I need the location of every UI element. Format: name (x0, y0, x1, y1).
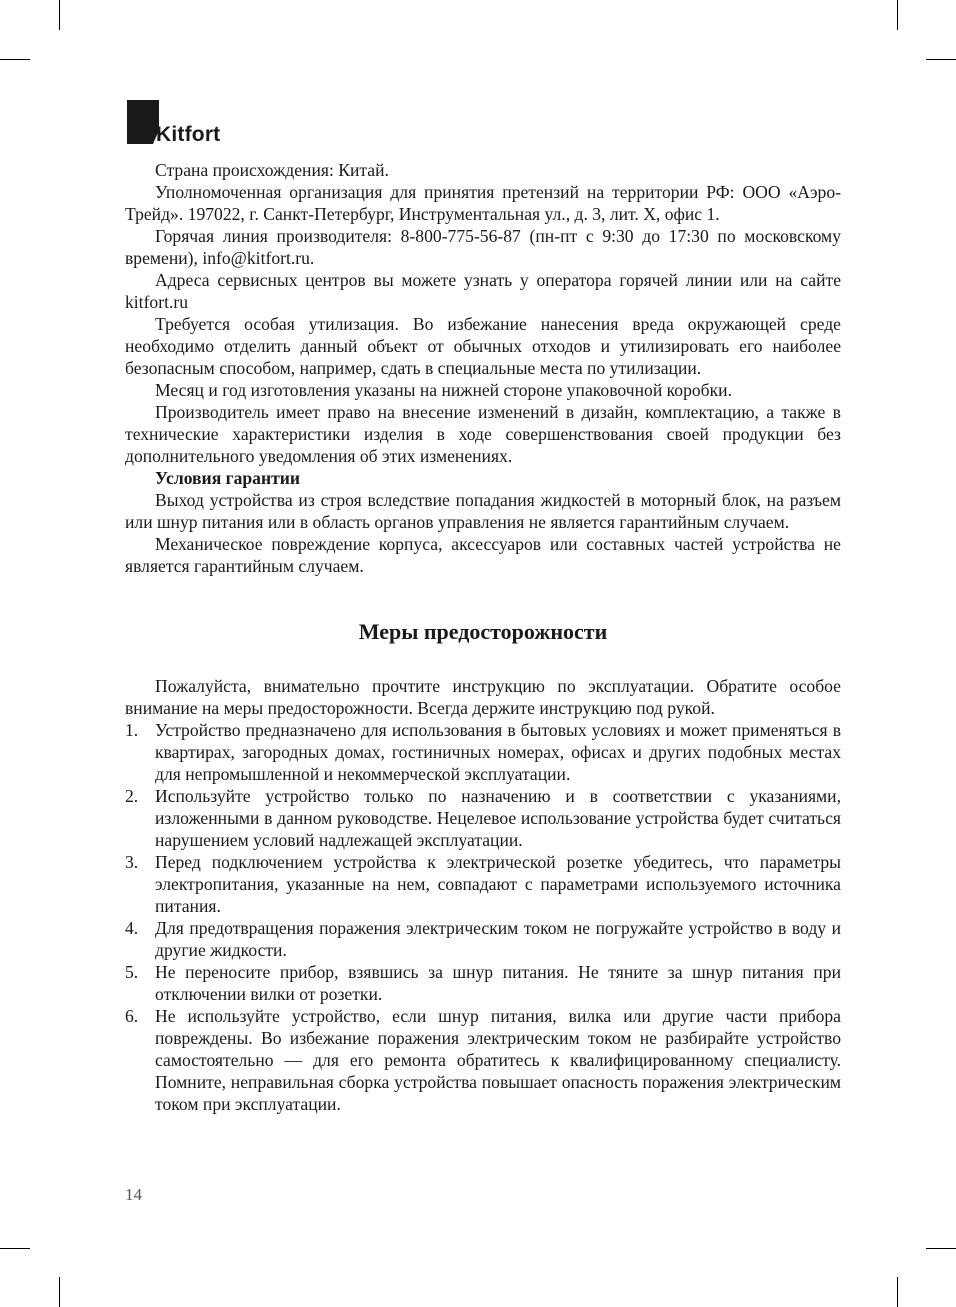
list-item-number: 1. (125, 720, 139, 740)
paragraph: Уполномоченная организация для принятия претензий на территории РФ: ООО «Аэро-Трейд». 197022, г. Санкт-Петербург, Инструментальная ул., д. 3, лит. Х, офис 1. (125, 182, 841, 224)
crop-mark (897, 0, 898, 30)
list-item-text: Не используйте устройство, если шнур питания, вилка или другие части прибора повреждены. Во избежание поражения электрическим током не разбирайте устройство самостоятельно — для его ремонта обратитесь к квалифицированному специалисту. Помните, неправильная сборка устройства повышает опасность поражения электрическим током при эксплуатации. (155, 1006, 841, 1114)
crop-mark (897, 1277, 898, 1307)
section-title: Меры предосторожности (358, 619, 608, 644)
brand-name: Kitfort (156, 123, 221, 146)
safety-list (125, 719, 841, 1115)
list-item-text: Для предотвращения поражения электрическим током не погружайте устройство в воду и другие жидкости. (155, 918, 841, 960)
list-item (125, 961, 841, 1005)
list-item (125, 917, 841, 961)
paragraph: Производитель имеет право на внесение изменений в дизайн, комплектацию, а также в технические характеристики изделия в ходе совершенствования своей продукции без дополнительного уведомления об этих изменениях. (125, 402, 841, 466)
list-item (125, 785, 841, 851)
list-item-text: Устройство предназначено для использования в бытовых условиях и может применяться в квартирах, загородных домах, гостиничных номерах, офисах и других подобных местах для непромышленной и некоммерческой эксплуатации. (155, 720, 841, 784)
crop-mark (926, 59, 956, 60)
list-item (125, 851, 841, 917)
list-item-number: 3. (125, 852, 139, 872)
paragraph: Адреса сервисных центров вы можете узнать у оператора горячей линии или на сайте kitfort.ru (125, 270, 841, 312)
paragraph: Требуется особая утилизация. Во избежание нанесения вреда окружающей среде необходимо отделить данный объект от обычных отходов и утилизировать его наиболее безопасным способом, например, сдать в специальные места по утилизации. (125, 314, 841, 378)
crop-mark (926, 1248, 956, 1249)
crop-mark (0, 59, 30, 60)
crop-mark (59, 1277, 60, 1307)
list-item-number: 6. (125, 1006, 139, 1026)
warranty-heading: Условия гарантии (155, 468, 301, 488)
warranty-paragraph: Механическое повреждение корпуса, аксессуаров или составных частей устройства не является гарантийным случаем. (125, 534, 841, 576)
list-item-number: 2. (125, 786, 139, 806)
paragraph: Горячая линия производителя: 8-800-775-56-87 (пн-пт с 9:30 до 17:30 по московскому времени), info@kitfort.ru. (125, 226, 841, 268)
list-item-text: Используйте устройство только по назначению и в соответствии с указаниями, изложенными в данном руководстве. Нецелевое использование устройства будет считаться нарушением условий надлежащей эксплуатации. (155, 786, 841, 850)
list-item-number: 5. (125, 962, 139, 982)
safety-intro: Пожалуйста, внимательно прочтите инструкцию по эксплуатации. Обратите особое внимание на меры предосторожности. Всегда держите инструкцию под рукой. (125, 676, 841, 718)
page-content (125, 159, 841, 1115)
paragraph: Месяц и год изготовления указаны на нижней стороне упаковочной коробки. (155, 380, 732, 400)
list-item-text: Перед подключением устройства к электрической розетке убедитесь, что параметры электропитания, указанные на нем, совпадают с параметрами используемого источника питания. (155, 852, 841, 916)
list-item-number: 4. (125, 918, 139, 938)
crop-mark (0, 1248, 30, 1249)
list-item (125, 1005, 841, 1115)
paragraph: Страна происхождения: Китай. (155, 160, 389, 180)
warranty-paragraph: Выход устройства из строя вследствие попадания жидкостей в моторный блок, на разъем или шнур питания или в область органов управления не является гарантийным случаем. (125, 490, 841, 532)
list-item-text: Не переносите прибор, взявшись за шнур питания. Не тяните за шнур питания при отключении вилки от розетки. (155, 962, 841, 1004)
list-item (125, 719, 841, 785)
page-number: 14 (125, 1185, 142, 1204)
crop-mark (59, 0, 60, 30)
